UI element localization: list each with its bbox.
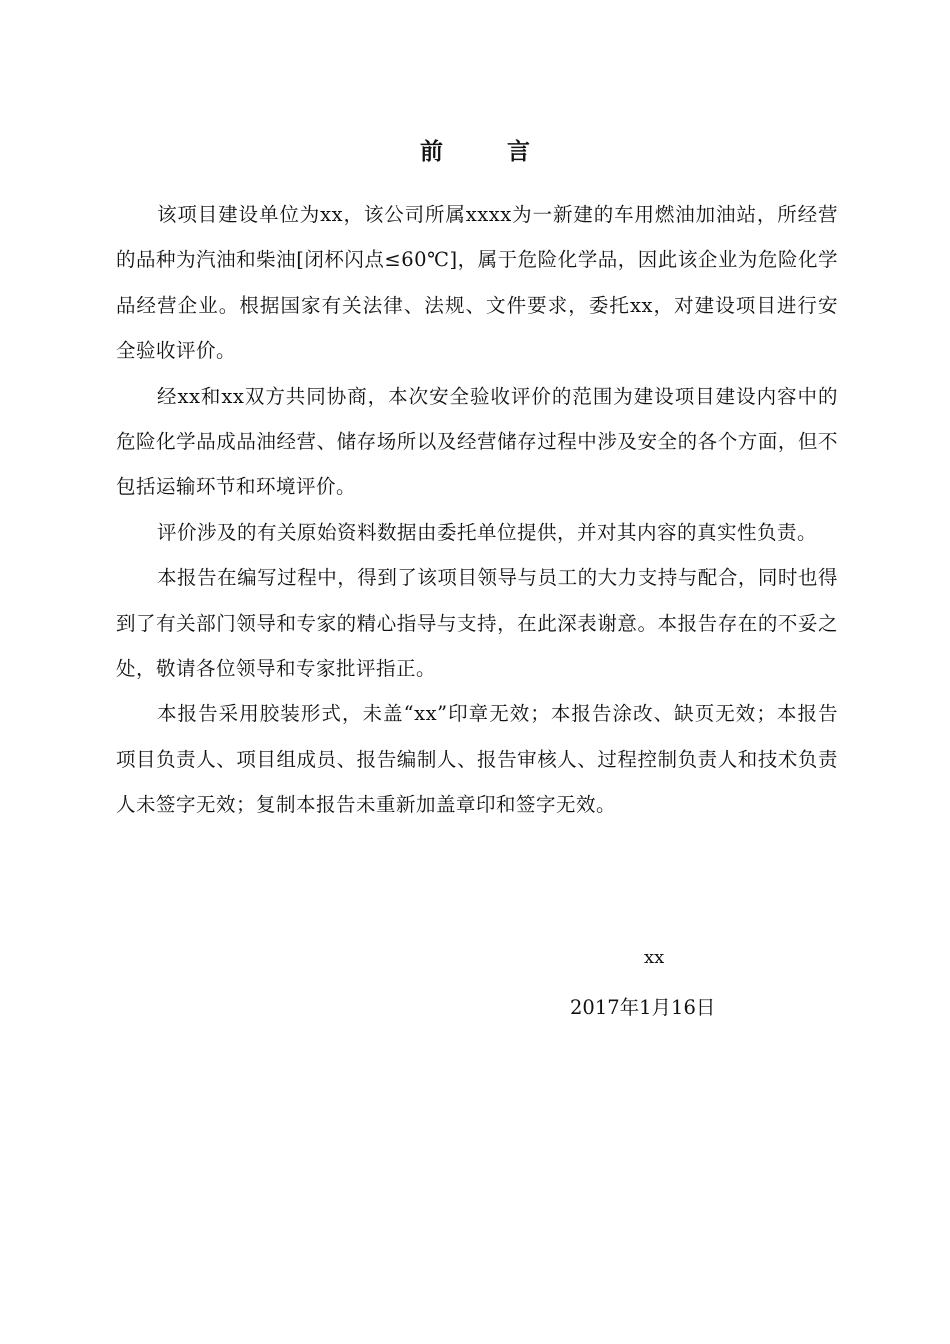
signature-date: 2017年1月16日	[570, 996, 716, 1019]
paragraph-acknowledgement: 本报告在编写过程中，得到了该项目领导与员工的大力支持与配合，同时也得到了有关部门领导和专家的精心指导与支持，在此深表谢意。本报告存在的不妥之处，敬请各位领导和专家批评指正。	[116, 566, 838, 681]
page-title: 前 言	[419, 139, 558, 165]
paragraph-project-unit: 该项目建设单位为xx，该公司所属xxxx为一新建的车用燃油加油站，所经营的品种为汽油和柴油[闭杯闪点≤60℃]，属于危险化学品，因此该企业为危险化学品经营企业。根据国家有关法律、法规、文件要求，委托xx，对建设项目进行安全验收评价。	[116, 203, 838, 363]
paragraph-evaluation-scope: 经xx和xx双方共同协商，本次安全验收评价的范围为建设项目建设内容中的危险化学品成品油经营、储存场所以及经营储存过程中涉及安全的各个方面，但不包括运输环节和环境评价。	[116, 384, 838, 499]
preface-body	[116, 192, 838, 828]
paragraph-validity-statement: 本报告采用胶装形式，未盖“xx”印章无效；本报告涂改、缺页无效；本报告项目负责人、项目组成员、报告编制人、报告审核人、过程控制负责人和技术负责人未签字无效；复制本报告未重新加盖章印和签字无效。	[116, 702, 838, 817]
paragraph-data-responsibility: 评价涉及的有关原始资料数据由委托单位提供，并对其内容的真实性负责。	[157, 520, 818, 544]
signature-organization: xx	[644, 947, 665, 968]
